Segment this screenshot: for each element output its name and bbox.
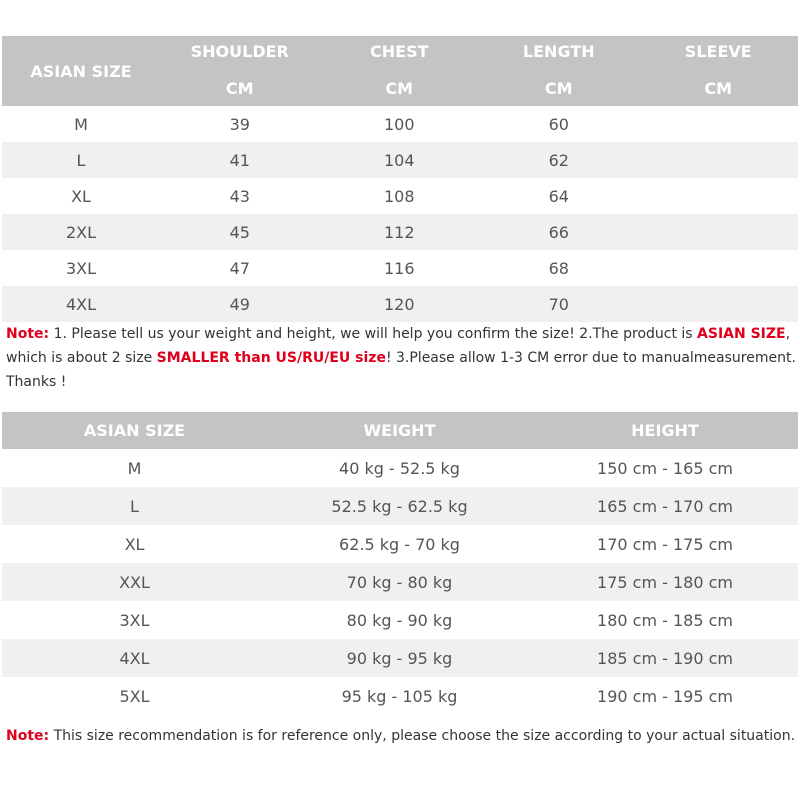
header-sleeve-unit: CM [704,79,733,98]
table-row [2,286,798,322]
size-chart-table [2,36,798,322]
asian-size-highlight: ASIAN SIZE [697,326,786,342]
header-chest [320,36,480,106]
cell-weight: 52.5 kg - 62.5 kg [331,496,468,516]
header-length-name: LENGTH [522,42,595,61]
cell-size: XXL [119,572,150,592]
cell-size: 3XL [119,610,150,630]
table-row [2,601,798,639]
recommendation-header [2,412,798,449]
size-chart-header [2,36,798,106]
cell-size: M [127,458,142,478]
cell-height: 185 cm - 190 cm [597,648,733,668]
cell-size: 4XL [119,648,150,668]
cell-weight: 90 kg - 95 kg [346,648,453,668]
cell-chest: 120 [383,294,415,314]
header-length-unit: CM [544,79,573,98]
header-asian-size: ASIAN SIZE [30,61,132,81]
cell-weight: 40 kg - 52.5 kg [339,458,460,478]
note-label: Note: [6,728,50,744]
table-row [2,142,798,178]
header-chest-unit: CM [385,79,414,98]
cell-height: 175 cm - 180 cm [597,572,733,592]
size-recommendation-table [2,412,798,715]
header-height: HEIGHT [631,421,699,440]
cell-size: L [76,150,86,170]
cell-weight: 70 kg - 80 kg [346,572,453,592]
recommendation-note [6,724,796,748]
cell-height: 180 cm - 185 cm [597,610,733,630]
cell-height: 190 cm - 195 cm [597,686,733,706]
cell-chest: 104 [383,150,415,170]
cell-weight: 62.5 kg - 70 kg [339,534,460,554]
smaller-size-highlight: SMALLER than US/RU/EU size [156,350,386,366]
cell-shoulder: 45 [229,222,250,242]
size-note [6,322,796,394]
table-row [2,639,798,677]
cell-chest: 112 [383,222,415,242]
header-chest-name: CHEST [370,42,429,61]
cell-size: 2XL [65,222,97,242]
table-row [2,178,798,214]
cell-chest: 116 [383,258,415,278]
cell-weight: 95 kg - 105 kg [341,686,458,706]
note-label: Note: [6,326,50,342]
cell-size: 4XL [65,294,97,314]
note-text-3: ! 3.Please allow 1-3 CM error due to manualmeasurement. Thanks ! [6,350,796,390]
table-row [2,250,798,286]
header-asian-size: ASIAN SIZE [83,421,186,440]
cell-length: 68 [548,258,569,278]
cell-height: 170 cm - 175 cm [597,534,733,554]
cell-length: 64 [548,186,569,206]
table-row [2,214,798,250]
cell-length: 62 [548,150,569,170]
cell-shoulder: 41 [229,150,250,170]
header-length [479,36,639,106]
cell-weight: 80 kg - 90 kg [346,610,453,630]
cell-size: 5XL [119,686,150,706]
cell-shoulder: 49 [229,294,250,314]
cell-shoulder: 39 [229,114,250,134]
cell-height: 150 cm - 165 cm [597,458,733,478]
cell-height: 165 cm - 170 cm [597,496,733,516]
header-shoulder-name: SHOULDER [190,42,289,61]
cell-size: XL [71,186,91,206]
note-text: This size recommendation is for reference only, please choose the size according to your actual situation. [49,728,796,744]
note-text-1: 1. Please tell us your weight and height, we will help you confirm the size! 2.The product is [49,326,698,342]
table-row [2,449,798,487]
header-shoulder [160,36,320,106]
header-shoulder-unit: CM [225,79,254,98]
table-row [2,106,798,142]
cell-size: XL [124,534,145,554]
cell-chest: 108 [383,186,415,206]
table-row [2,487,798,525]
table-row [2,677,798,715]
cell-size: 3XL [65,258,97,278]
cell-chest: 100 [383,114,415,134]
cell-shoulder: 47 [229,258,250,278]
cell-size: M [74,114,88,134]
cell-length: 70 [548,294,569,314]
cell-size: L [130,496,139,516]
header-sleeve [639,36,799,106]
header-weight: WEIGHT [363,421,436,440]
cell-length: 66 [548,222,569,242]
cell-length: 60 [548,114,569,134]
table-row [2,525,798,563]
note-text-2: , which is about 2 size [6,326,791,366]
cell-shoulder: 43 [229,186,250,206]
header-sleeve-name: SLEEVE [684,42,752,61]
table-row [2,563,798,601]
